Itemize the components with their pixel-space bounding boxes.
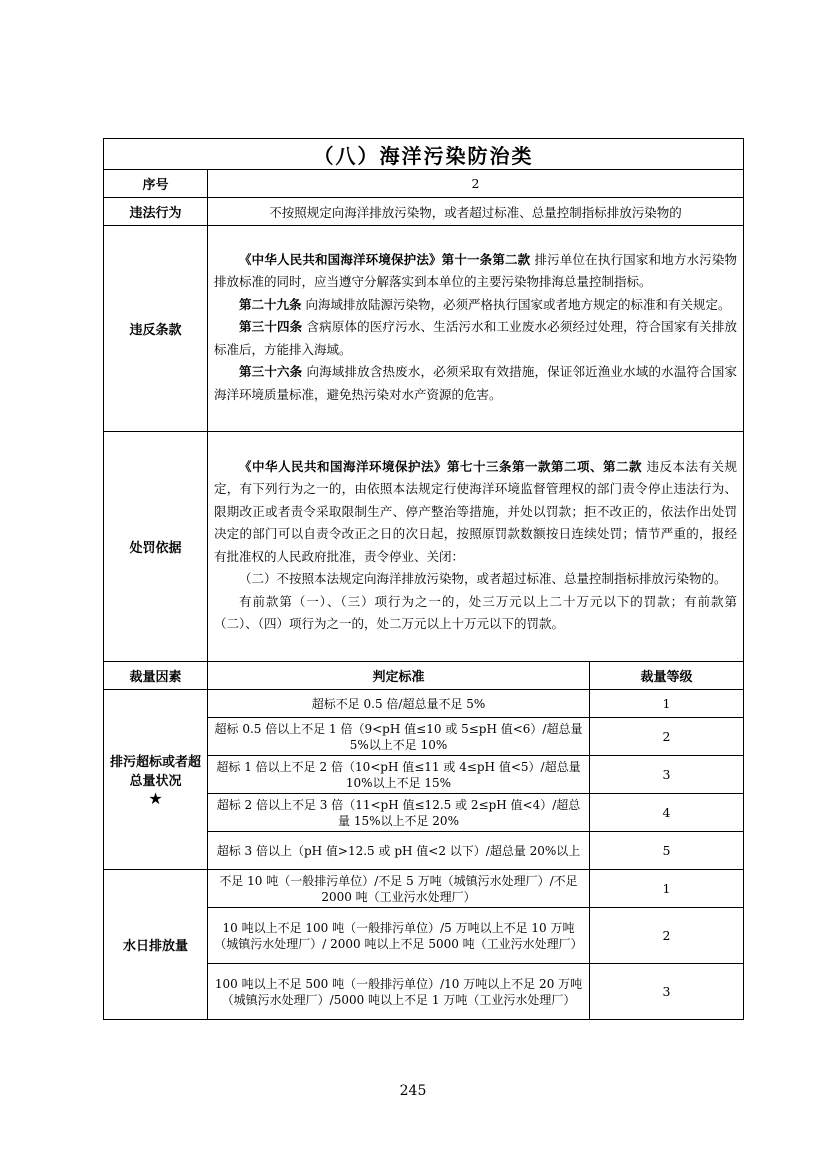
penalty-paragraph: 有前款第（一）、（三）项行为之一的，处三万元以上二十万元以下的罚款；有前款第（二）、（四）项行为之一的，处二万元以上十万元以下的罚款。 (214, 593, 738, 631)
penalty-content (208, 432, 744, 662)
factor-label-pollution: 排污超标或者超总量状况 ★ (104, 690, 208, 870)
table-row (104, 870, 744, 908)
criteria-cell: 超标不足 0.5 倍/超总量不足 5% (208, 690, 590, 718)
act-label: 违法行为 (104, 198, 208, 226)
level-cell: 1 (590, 690, 744, 718)
level-cell: 3 (590, 756, 744, 794)
level-cell: 1 (590, 870, 744, 908)
table-row (104, 690, 744, 718)
violated-paragraph: 《中华人民共和国海洋环境保护法》第十一条第二款 排污单位在执行国家和地方水污染物排放标准的同时，应当遵守分解落实到本单位的主要污染物排海总量控制指标。 (214, 251, 738, 290)
criteria-cell: 超标 3 倍以上（pH 值>12.5 或 pH 值<2 以下）/超总量 20%以上 (208, 832, 590, 870)
column-header-factor: 裁量因素 (104, 662, 208, 690)
column-header-level: 裁量等级 (590, 662, 744, 690)
factor-label-discharge: 水日排放量 (104, 870, 208, 1020)
page-number: 245 (399, 1083, 427, 1099)
act-value: 不按照规定向海洋排放污染物，或者超过标准、总量控制指标排放污染物的 (208, 198, 744, 226)
criteria-cell: 超标 1 倍以上不足 2 倍（10<pH 值≤11 或 4≤pH 值<5）/超总量 10%以上不足 15% (208, 756, 590, 794)
column-header-standard: 判定标准 (208, 662, 590, 690)
penalty-label: 处罚依据 (104, 432, 208, 662)
criteria-cell: 超标 2 倍以上不足 3 倍（11<pH 值≤12.5 或 2≤pH 值<4）/超总量 15%以上不足 20% (208, 794, 590, 832)
level-cell: 2 (590, 718, 744, 756)
violated-paragraph: 第三十六条 向海域排放含热废水，必须采取有效措施，保证邻近渔业水域的水温符合国家海洋环境质量标准，避免热污染对水产资源的危害。 (214, 364, 738, 402)
criteria-cell: 100 吨以上不足 500 吨（一般排污单位）/10 万吨以上不足 20 万吨（城镇污水处理厂）/5000 吨以上不足 1 万吨（工业污水处理厂） (208, 964, 590, 1020)
penalty-paragraph: （二）不按照本法规定向海洋排放污染物，或者超过标准、总量控制指标排放污染物的。 (239, 571, 727, 586)
violated-content (208, 226, 744, 432)
table-title: （八）海洋污染防治类 (104, 139, 744, 170)
criteria-cell: 不足 10 吨（一般排污单位）/不足 5 万吨（城镇污水处理厂）/不足 2000 吨（工业污水处理厂） (208, 870, 590, 908)
penalty-paragraph: 《中华人民共和国海洋环境保护法》第七十三条第一款第二项、第二款 违反本法有关规定，有下列行为之一的，由依照本法规定行使海洋环境监督管理权的部门责令停止违法行为、限期改正或者责令采取限制生产、停产整治等措施，并处以罚款；拒不改正的，依法作出处罚决定的部门可以自责令改正之日的次日起，按照原罚款数额按日连续处罚；情节严重的，报经有批准权的人民政府批准，责令停业、关闭： (214, 458, 738, 564)
criteria-cell: 10 吨以上不足 100 吨（一般排污单位）/5 万吨以上不足 10 万吨（城镇污水处理厂）/ 2000 吨以上不足 5000 吨（工业污水处理厂） (208, 908, 590, 964)
level-cell: 2 (590, 908, 744, 964)
regulation-table (103, 138, 744, 1020)
level-cell: 5 (590, 832, 744, 870)
level-cell: 3 (590, 964, 744, 1020)
level-cell: 4 (590, 794, 744, 832)
violated-paragraph: 第二十九条 向海域排放陆源污染物，必须严格执行国家或者地方规定的标准和有关规定。 (239, 296, 731, 312)
criteria-cell: 超标 0.5 倍以上不足 1 倍（9<pH 值≤10 或 5≤pH 值<6）/超总量 5%以上不足 10% (208, 718, 590, 756)
violated-paragraph: 第三十四条 含病原体的医疗污水、生活污水和工业废水必须经过处理，符合国家有关排放标准后，方能排入海域。 (214, 319, 738, 357)
seq-label: 序号 (104, 170, 208, 198)
seq-value: 2 (208, 170, 744, 198)
star-icon: ★ (148, 789, 163, 808)
violated-label: 违反条款 (104, 226, 208, 432)
